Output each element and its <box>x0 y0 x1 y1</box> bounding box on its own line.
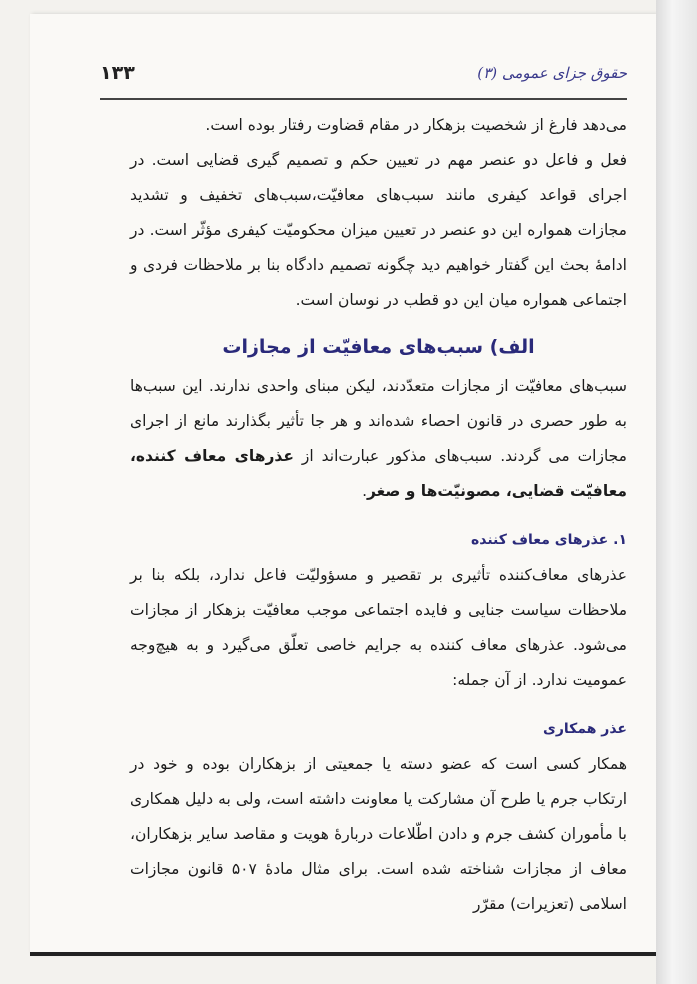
paragraph-continuation: می‌دهد فارغ از شخصیت بزهکار در مقام قضاوت رفتار بوده است. <box>205 116 627 134</box>
page-number: ۱۳۳ <box>100 62 135 84</box>
header-rule <box>100 98 627 100</box>
paragraph-intro: فعل و فاعل دو عنصر مهم در تعیین حکم و تصمیم گیری قضایی است. در اجرای قواعد کیفری مانند سبب‌های معافیّت،سبب‌های تخفیف و تشدید مجازات همواره این دو عنصر در تعیین میزان محکومیّت کیفری مؤثّر است. در ادامهٔ بحث این گفتار خواهیم دید چگونه تصمیم دادگاه بنا بر ملاحظات فردی و اجتماعی همواره میان این دو قطب در نوسان است. <box>130 151 627 309</box>
paragraph-cooperation: همکار کسی است که عضو دسته یا جمعیتی از بزهکاران بوده و خود در ارتکاب جرم یا طرح آن مشارکت یا معاونت داشته است، ولی به دلیل همکاری با مأموران کشف جرم و دادن اطّلاعات دربارهٔ هویت و مقاصد سایر بزهکاران، معاف از مجازات شناخته شده است. برای مثال مادهٔ ۵۰۷ قانون مجازات اسلامی (تعزیرات) مقرّر <box>130 755 628 913</box>
paragraph-exemption-causes <box>130 369 627 509</box>
bold-terms: عذرهای معاف کننده، معافیّت قضایی، مصونیّت‌ها و صغر <box>130 447 627 500</box>
paragraph-text: سبب‌های معافیّت از مجازات متعدّدند، لیکن مبنای واحدی ندارند. این سبب‌ها به طور حصری در قانون احصاء شده‌اند و هر جا تأثیر بگذارند مانع از اجرای مجازات می گردند. سبب‌های مذکور عبارت‌اند از <box>130 377 627 465</box>
paragraph-end: . <box>362 482 368 500</box>
page-header <box>100 60 627 92</box>
body-text <box>130 108 627 922</box>
page-bottom-edge <box>30 952 656 956</box>
subsection-heading: ۱. عذرهای معاف کننده <box>470 532 627 548</box>
subsubsection-heading: عذر همکاری <box>543 721 627 737</box>
running-title: حقوق جزای عمومی (۳) <box>477 64 627 82</box>
paragraph-exempting-excuses: عذرهای معاف‌کننده تأثیری بر تقصیر و مسؤولیّت فاعل ندارد، بلکه بنا بر ملاحظات سیاست جنایی و فایده اجتماعی موجب معافیّت بزهکار از مجازات می‌شود. عذرهای معاف کننده به جرایم خاصی تعلّق می‌گیرد و به هیچ‌وجه عمومیت ندارد. از آن جمله: <box>130 566 627 689</box>
book-spine <box>656 0 697 984</box>
section-heading: الف) سبب‌های معافیّت از مجازات <box>222 336 535 358</box>
